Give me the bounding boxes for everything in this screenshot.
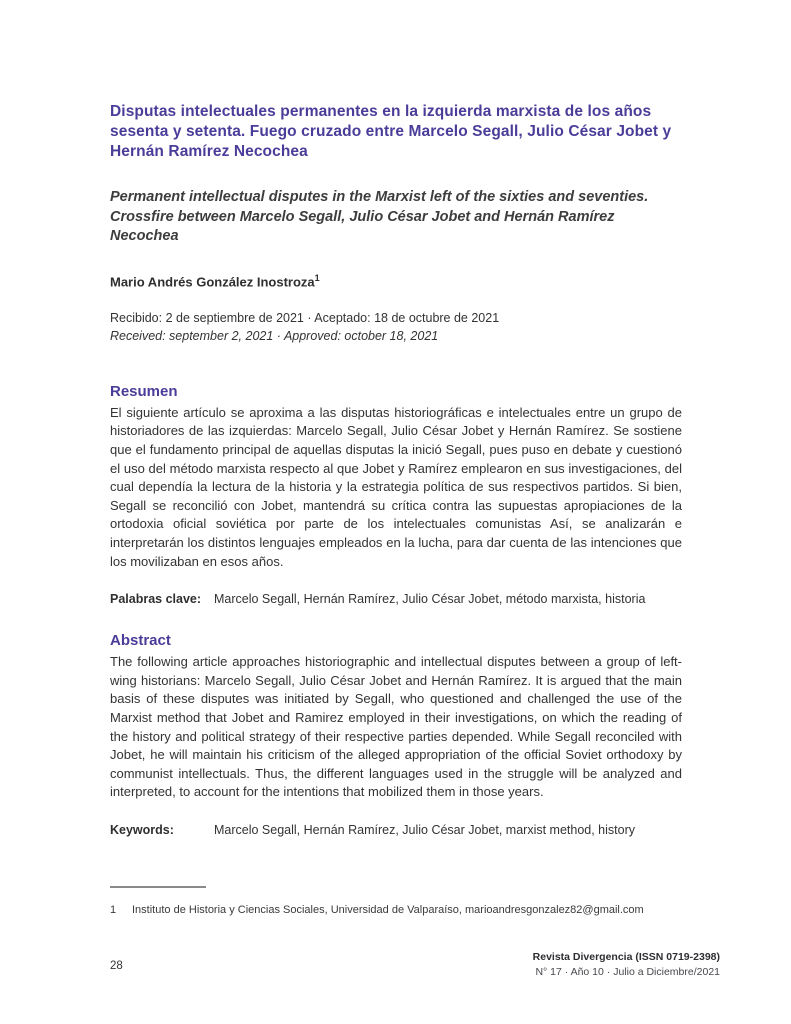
- footnote: [110, 903, 682, 918]
- abstract-body: The following article approaches historiographic and intellectual disputes between a group of left-wing historians: Marcelo Segall, Julio César Jobet and Hernán Ramírez. It is argued that the main basis of these disputes was initiated by Segall, who questioned and challenged the use of the Marxist method that Jobet and Ramirez employed in their investigations, on which the reading of the history and political strategy of their respective parties depended. While Segall reconciled with Jobet, he will maintain his criticism of the alleged appropriation of the official Soviet orthodoxy by communist intellectuals. Thus, the different languages used in the struggle will be analyzed and interpreted, to account for the intentions that mobilized them in those years.: [110, 654, 682, 800]
- journal-name-issn: Revista Divergencia (ISSN 0719-2398): [532, 951, 720, 963]
- received-approved-english: Received: september 2, 2021 · Approved: october 18, 2021: [110, 328, 439, 343]
- footnote-text: Instituto de Historia y Ciencias Sociales, Universidad de Valparaíso, marioandresgonzalez82@gmail.com: [132, 904, 644, 916]
- resumen-heading: Resumen: [110, 382, 178, 400]
- keywords-label: Keywords:: [110, 822, 174, 837]
- journal-footer: [533, 950, 720, 980]
- keywords-line: [110, 823, 682, 837]
- author-line: [110, 273, 682, 289]
- palabras-clave-label: Palabras clave:: [110, 592, 202, 607]
- palabras-clave-line: [110, 592, 682, 606]
- palabras-clave-list: Marcelo Segall, Hernán Ramírez, Julio César Jobet, método marxista, historia: [214, 592, 646, 607]
- article-content: [110, 0, 682, 837]
- article-title-spanish: Disputas intelectuales permanentes en la izquierda marxista de los años sesenta y setenta. Fuego cruzado entre Marcelo Segall, Julio César Jobet y Hernán Ramírez Necochea: [110, 103, 672, 160]
- resumen-body: El siguiente artículo se aproxima a las disputas historiográficas e intelectuales entre un grupo de historiadores de las izquierdas: Marcelo Segall, Julio César Jobet y Hernán Ramírez. Se sostiene que el fundamento principal de aquellas disputas la inició Segall, pues puso en debate y cuestionó el uso del método marxista respecto al que Jobet y Ramírez emplearon en sus investigaciones, del cual dependía la lectura de la historia y la estrategia política de sus respectivos partidos. Si bien, Segall se reconcilió con Jobet, mantendrá su crítica contra las supuestas apropiaciones de la ortodoxia oficial soviética por parte de los intelectuales comunistas Así, se analizarán e interpretarán los distintos lenguajes empleados en la lucha, para dar cuenta de las intenciones que los movilizaban en esos años.: [110, 404, 682, 569]
- abstract-heading: Abstract: [110, 632, 171, 650]
- author-name: Mario Andrés González Inostroza: [110, 273, 315, 289]
- footnote-separator-rule: [110, 886, 206, 888]
- keywords-list: Marcelo Segall, Hernán Ramírez, Julio César Jobet, marxist method, history: [214, 822, 635, 837]
- author-footnote-mark: 1: [314, 272, 320, 283]
- journal-issue-info: N° 17 · Año 10 · Julio a Diciembre/2021: [535, 966, 720, 978]
- received-accepted-spanish: Recibido: 2 de septiembre de 2021 · Aceptado: 18 de octubre de 2021: [110, 310, 500, 325]
- footnote-number: 1: [110, 904, 117, 916]
- page-number: 28: [110, 960, 123, 972]
- article-title-english: Permanent intellectual disputes in the Marxist left of the sixties and seventies. Crossfire between Marcelo Segall, Julio César Jobet and Hernán Ramírez Necochea: [110, 189, 649, 244]
